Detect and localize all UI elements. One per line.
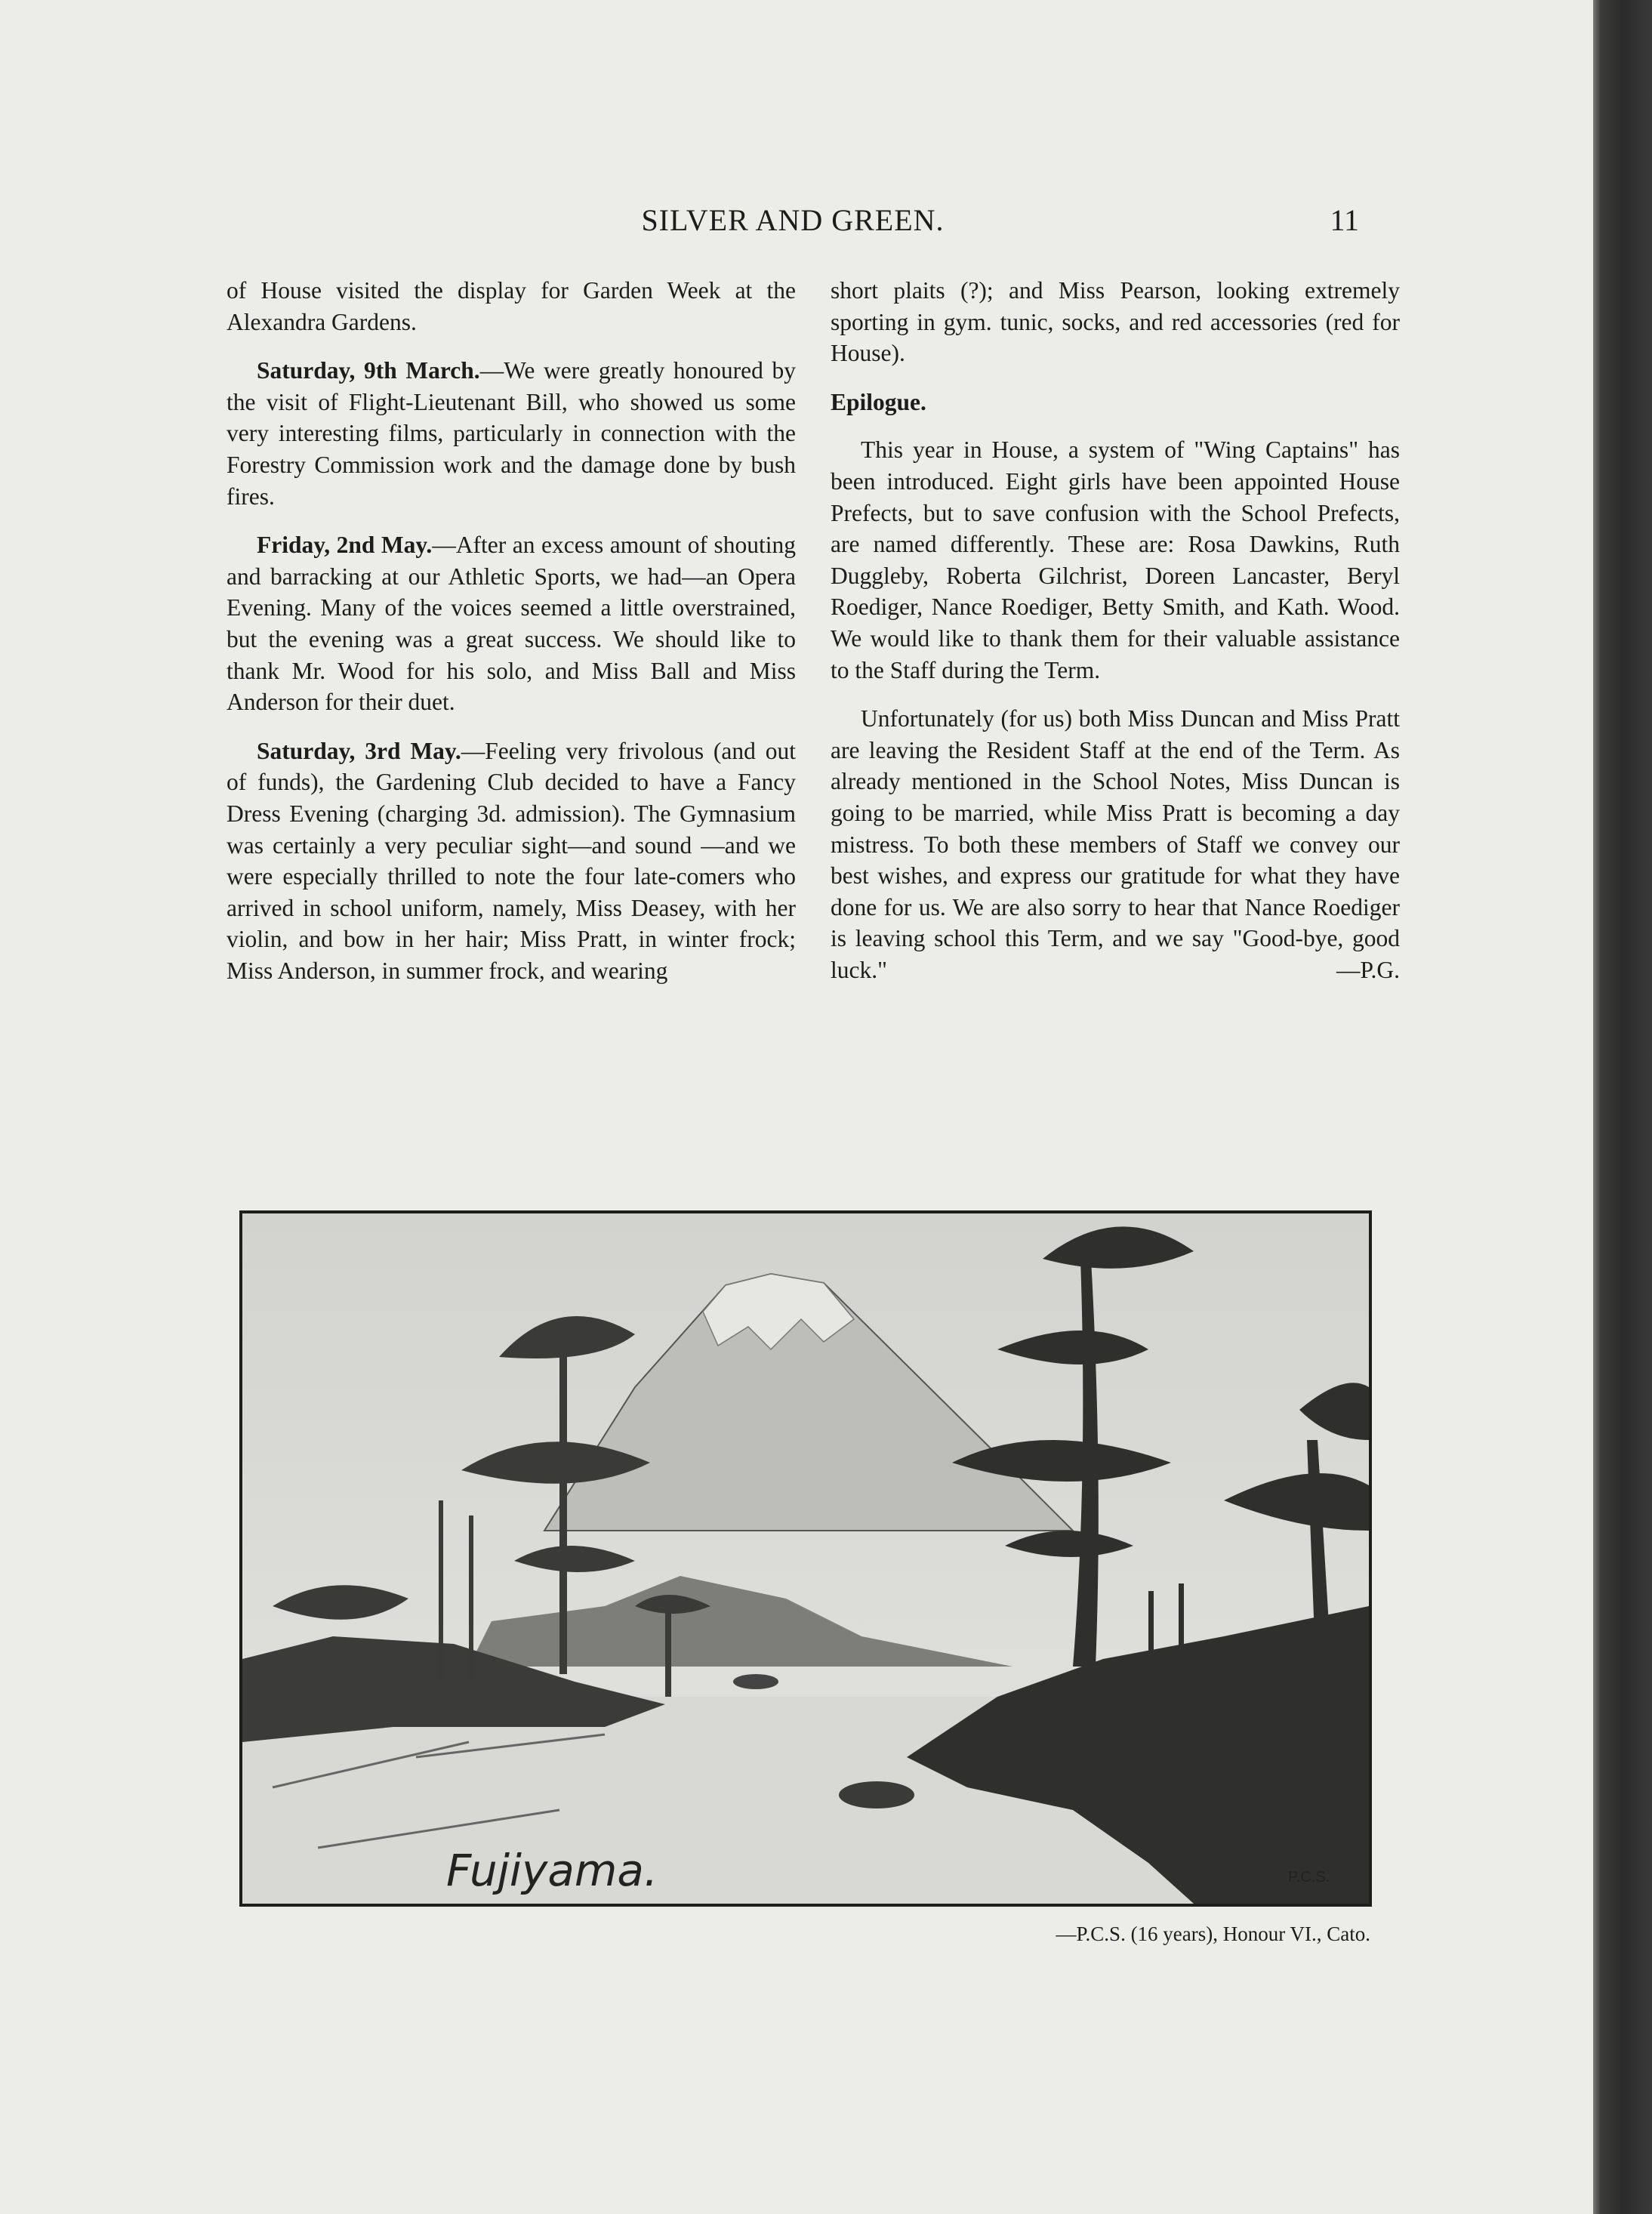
entry-text: —After an excess amount of shouting and barracking at our Athletic Sports, we had—an Opera Evening. Many of the voices seemed a little overstrained, but the evening was a great success. We should like to thank Mr. Wood for his solo, and Miss Ball and Miss Anderson for their duet. <box>227 532 796 716</box>
right-column <box>831 275 1400 1003</box>
paragraph: This year in House, a system of "Wing Captains" has been introduced. Eight girls have been appointed House Prefects, but to save confusion with the School Prefects, are named differently. These are: Rosa Dawkins, Ruth Duggleby, Roberta Gilchrist, Doreen Lancaster, Beryl Roediger, Nance Roediger, Betty Smith, and Kath. Wood. We would like to thank them for their valuable assistance to the Staff during the Term. <box>831 436 1400 683</box>
entry-date: Saturday, 9th March. <box>257 357 480 384</box>
paragraph: short plaits (?); and Miss Pearson, looking extremely sporting in gym. tunic, socks, and red accessories (red for House). <box>831 277 1400 367</box>
rock-shape <box>839 1781 914 1809</box>
landscape-drawing <box>242 1213 1369 1904</box>
artist-monogram: P.C.S. <box>1288 1869 1330 1886</box>
running-head-title: SILVER AND GREEN. <box>641 203 945 237</box>
paragraph <box>831 703 1400 985</box>
section-heading: Epilogue. <box>831 388 926 415</box>
page-edge-shadow <box>1593 0 1652 2214</box>
paragraph: of House visited the display for Garden Week at the Alexandra Gardens. <box>227 277 796 335</box>
fujiyama-drawing <box>239 1210 1372 1907</box>
illustration-caption: —P.C.S. (16 years), Honour VI., Cato. <box>1056 1923 1370 1945</box>
page-number: 11 <box>1330 203 1359 237</box>
entry-text: —Feeling very frivolous (and out of funds), the Gardening Club decided to have a Fancy Dress Evening (charging 3d. admission). The Gymnasium was certainly a very peculiar sight—and sound —and we were especially thrilled to note the four late-comers who arrived in school uniform, namely, Miss Deasey, with her violin, and bow in her hair; Miss Pratt, in winter frock; Miss Anderson, in summer frock, and wearing <box>227 737 796 984</box>
paragraph-text: Unfortunately (for us) both Miss Duncan and Miss Pratt are leaving the Resident Staff at the end of the Term. As already mentioned in the School Notes, Miss Duncan is going to be married, while Miss Pratt is becoming a day mistress. To both these members of Staff we convey our best wishes, and express our gratitude for what they have done for us. We are also sorry to hear that Nance Roediger is leaving school this Term, and we say "Good-bye, good luck." <box>831 705 1400 983</box>
entry-date: Friday, 2nd May. <box>257 532 433 559</box>
entry-text: —We were greatly honoured by the visit of Flight-Lieutenant Bill, who showed us some very interesting films, particularly in connection with the Forestry Commission work and the damage done by bush fires. <box>227 357 796 510</box>
drawing-title: Fujiyama. <box>446 1845 658 1896</box>
paragraph <box>227 735 796 987</box>
signature: —P.G. <box>1336 956 1400 983</box>
left-column <box>227 275 796 1004</box>
paragraph <box>227 529 796 718</box>
paragraph <box>227 355 796 512</box>
entry-date: Saturday, 3rd May. <box>257 737 461 764</box>
